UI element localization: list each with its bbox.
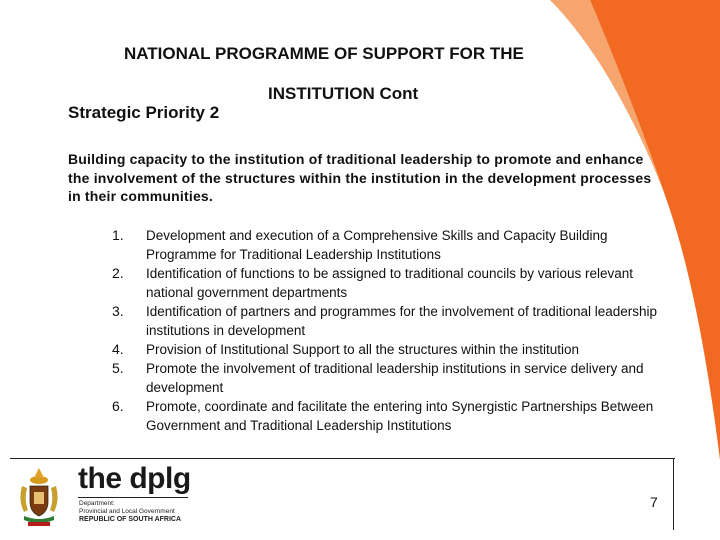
footer-divider: [10, 458, 675, 459]
list-item-text: Identification of partners and programmes for the involvement of traditional leadership institutions in development: [146, 304, 658, 338]
list-item-text: Development and execution of a Comprehensive Skills and Capacity Building Programme for Traditional Leadership Institutions: [146, 228, 608, 262]
list-item-text: Provision of Institutional Support to all the structures within the institution: [146, 342, 579, 357]
department-line-2: Provincial and Local Government: [79, 507, 175, 515]
list-item-text: Identification of functions to be assigned to traditional councils by various relevant national government departments: [146, 266, 634, 300]
strategic-priority-heading: Strategic Priority 2: [68, 103, 220, 122]
department-label: [79, 500, 175, 515]
list-item: [112, 359, 672, 397]
coat-of-arms-icon: [16, 466, 62, 528]
list-item-number: 4.: [112, 341, 124, 357]
intro-paragraph: Building capacity to the institution of traditional leadership to promote and enhance the involvement of the structures within the institution in the development processes in their communities.: [68, 151, 652, 204]
brand-wordmark: the dplg: [78, 462, 191, 495]
country-label: REPUBLIC OF SOUTH AFRICA: [79, 516, 182, 523]
list-item: [112, 226, 672, 264]
page-number: 7: [650, 494, 658, 510]
list-item-text: Promote, coordinate and facilitate the entering into Synergistic Partnerships Between Government and Traditional Leadership Institutions: [146, 399, 654, 433]
list-item: [112, 264, 672, 302]
list-item-number: 6.: [112, 398, 124, 414]
brand-rule: [78, 497, 188, 498]
list-item-number: 2.: [112, 265, 124, 281]
list-item: [112, 302, 672, 340]
list-item: [112, 340, 672, 359]
slide-title-line-1: NATIONAL PROGRAMME OF SUPPORT FOR THE: [124, 44, 524, 63]
priority-items-list: [112, 226, 672, 435]
footer-vertical-divider: [673, 458, 674, 530]
list-item-number: 1.: [112, 227, 124, 243]
list-item-number: 3.: [112, 303, 124, 319]
slide-title-line-2: INSTITUTION Cont: [268, 84, 419, 103]
department-line-1: Department:: [79, 500, 115, 507]
list-item-number: 5.: [112, 360, 124, 376]
list-item: [112, 397, 672, 435]
list-item-text: Promote the involvement of traditional leadership institutions in service delivery and development: [146, 361, 644, 395]
